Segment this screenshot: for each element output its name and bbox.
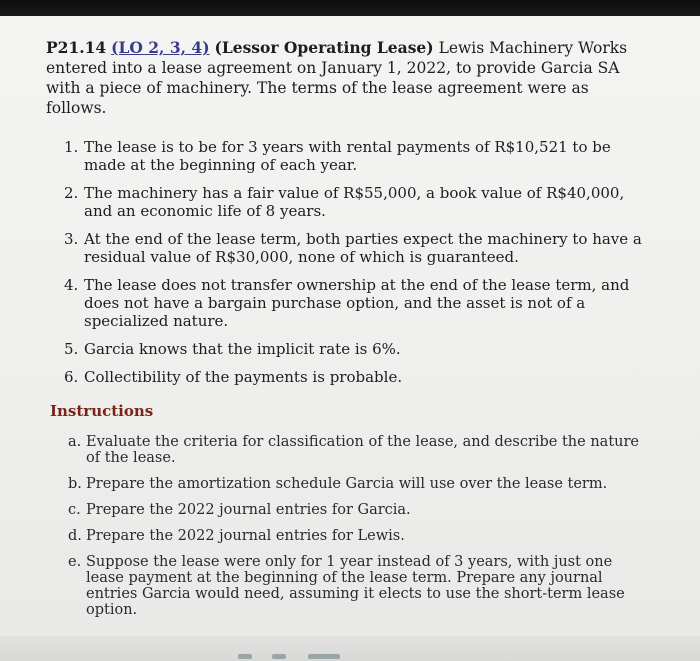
problem-intro: Lewis Machinery Works entered into a lease agreement on January 1, 2022, to provide Garcia SA with a piece of machinery. The terms of the lease agreement were as follows.: [46, 39, 628, 117]
dark-top-edge: [0, 0, 700, 16]
list-item: [64, 138, 646, 174]
list-item: [68, 502, 646, 518]
list-item: [64, 230, 646, 266]
item-letter: a.: [68, 434, 82, 450]
item-number: 3.: [64, 230, 79, 248]
list-item: [68, 554, 646, 618]
item-letter: b.: [68, 476, 82, 492]
list-item: [64, 276, 646, 330]
problem-header: [46, 38, 646, 118]
item-text: Suppose the lease were only for 1 year instead of 3 years, with just one lease payment at the beginning of the lease term. Prepare any journal entries Garcia would need, assuming it elects to use the short-term lease option.: [86, 554, 625, 618]
item-text: Evaluate the criteria for classification of the lease, and describe the nature of the lease.: [86, 434, 639, 466]
item-text: Prepare the 2022 journal entries for Lewis.: [86, 528, 405, 544]
bottom-screen-edge: [0, 636, 700, 661]
item-number: 1.: [64, 138, 79, 156]
partial-glyph-shape: [308, 654, 340, 659]
item-number: 2.: [64, 184, 79, 202]
problem-content: [46, 38, 646, 628]
list-item: [68, 434, 646, 466]
list-item: [64, 184, 646, 220]
item-text: The machinery has a fair value of R$55,000, a book value of R$40,000, and an economic life of 8 years.: [84, 184, 625, 220]
item-text: Garcia knows that the implicit rate is 6%.: [84, 340, 401, 358]
item-letter: d.: [68, 528, 82, 544]
item-text: Prepare the amortization schedule Garcia will use over the lease term.: [86, 476, 608, 492]
instructions-heading: Instructions: [50, 402, 154, 420]
item-text: The lease is to be for 3 years with rental payments of R$10,521 to be made at the beginning of each year.: [84, 138, 611, 174]
learning-objectives-link[interactable]: (LO 2, 3, 4): [111, 38, 210, 57]
list-item: [68, 476, 646, 492]
item-text: Collectibility of the payments is probable.: [84, 368, 403, 386]
item-text: The lease does not transfer ownership at the end of the lease term, and does not have a bargain purchase option, and the asset is not of a specialized nature.: [84, 276, 630, 330]
list-item: [64, 340, 646, 358]
partial-glyph-shape: [272, 654, 286, 659]
item-letter: c.: [68, 502, 81, 518]
item-number: 6.: [64, 368, 79, 386]
partial-glyph-shape: [238, 654, 252, 659]
item-letter: e.: [68, 554, 82, 570]
problem-id: P21.14: [46, 38, 107, 57]
item-number: 4.: [64, 276, 79, 294]
item-text: At the end of the lease term, both parties expect the machinery to have a residual value of R$30,000, none of which is guaranteed.: [84, 230, 642, 266]
instructions-list: [68, 434, 646, 618]
list-item: [64, 368, 646, 386]
list-item: [68, 528, 646, 544]
problem-title: (Lessor Operating Lease): [214, 38, 434, 57]
lease-terms-list: [64, 138, 646, 386]
item-text: Prepare the 2022 journal entries for Garcia.: [86, 502, 411, 518]
item-number: 5.: [64, 340, 79, 358]
